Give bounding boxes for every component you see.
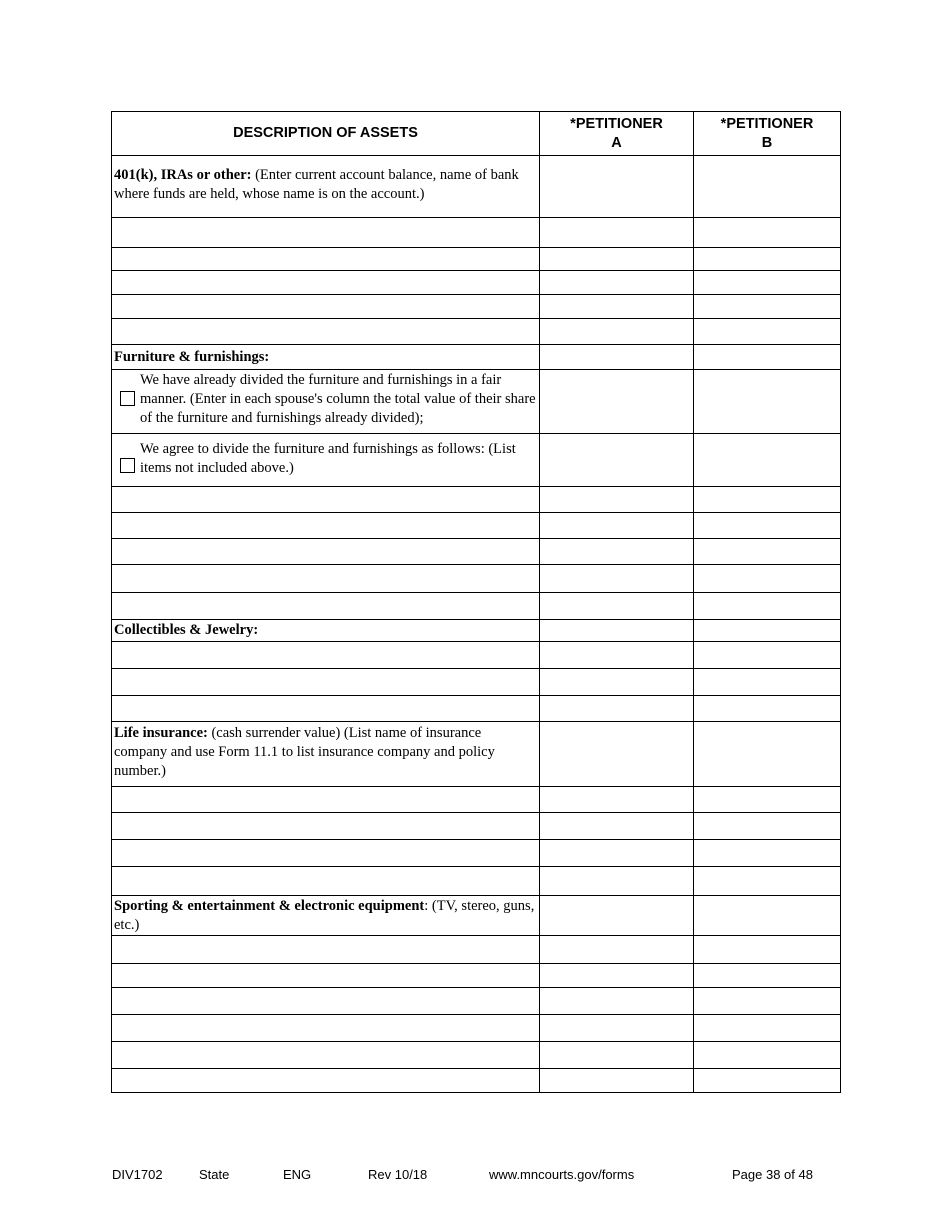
header-petitioner-a (540, 112, 694, 156)
sporting-description (112, 896, 540, 936)
table-row (112, 319, 841, 345)
description-cell[interactable] (112, 1042, 540, 1069)
description-cell[interactable] (112, 642, 540, 669)
table-header-row (112, 112, 841, 156)
petitioner-a-cell[interactable] (540, 964, 694, 988)
petitioner-a-cell[interactable] (540, 487, 694, 513)
petitioner-b-cell[interactable] (694, 787, 841, 813)
description-cell[interactable] (112, 565, 540, 593)
table-row (112, 840, 841, 867)
table-row (112, 696, 841, 722)
petitioner-a-cell[interactable] (540, 787, 694, 813)
petitioner-b-cell[interactable] (694, 295, 841, 319)
header-petitioner-b-line2: B (761, 134, 773, 151)
petitioner-a-cell[interactable] (540, 218, 694, 248)
description-cell[interactable] (112, 840, 540, 867)
petitioner-a-cell[interactable] (540, 642, 694, 669)
petitioner-b-cell[interactable] (694, 896, 841, 936)
petitioner-a-cell[interactable] (540, 1042, 694, 1069)
table-row (112, 487, 841, 513)
table-row (112, 295, 841, 319)
petitioner-b-cell[interactable] (694, 565, 841, 593)
assets-table (111, 111, 841, 1093)
table-row (112, 539, 841, 565)
petitioner-b-cell[interactable] (694, 271, 841, 295)
petitioner-b-cell[interactable] (694, 370, 841, 434)
petitioner-b-cell[interactable] (694, 593, 841, 620)
furniture-agree-label: We agree to divide the furniture and furnishings as follows: (List items not included above.) (140, 441, 516, 476)
header-petitioner-a-line2: A (611, 134, 622, 151)
description-cell[interactable] (112, 1069, 540, 1093)
petitioner-a-cell[interactable] (540, 345, 694, 370)
petitioner-b-cell[interactable] (694, 669, 841, 696)
sporting-text: : (TV, stereo, guns, etc.) (114, 898, 535, 933)
retirement-title: 401(k), IRAs or other: (114, 167, 252, 183)
life-insurance-title: Life insurance: (114, 725, 208, 741)
header-petitioner-b-line1: *PETITIONER (720, 115, 814, 132)
description-cell[interactable] (112, 964, 540, 988)
petitioner-a-cell[interactable] (540, 936, 694, 964)
petitioner-a-cell[interactable] (540, 248, 694, 271)
furniture-title: Furniture & furnishings: (112, 345, 540, 370)
furniture-option-divided (112, 370, 540, 434)
furniture-divided-label: We have already divided the furniture and furnishings in a fair manner. (Enter in each spouse's column the total value of their share of the furniture and furnishings already divided); (140, 372, 536, 426)
page-footer (0, 1167, 950, 1185)
petitioner-b-cell[interactable] (694, 696, 841, 722)
life-insurance-section-row (112, 722, 841, 787)
description-cell[interactable] (112, 513, 540, 539)
collectibles-section-row (112, 620, 841, 642)
furniture-divided-checkbox[interactable] (120, 391, 135, 406)
description-cell[interactable] (112, 669, 540, 696)
header-description: DESCRIPTION OF ASSETS (112, 112, 540, 156)
footer-form-id: DIV1702 (112, 1167, 163, 1182)
petitioner-b-cell[interactable] (694, 964, 841, 988)
petitioner-b-cell[interactable] (694, 218, 841, 248)
petitioner-b-cell[interactable] (694, 988, 841, 1015)
petitioner-b-cell[interactable] (694, 434, 841, 487)
collectibles-title: Collectibles & Jewelry: (112, 620, 540, 642)
petitioner-a-cell[interactable] (540, 271, 694, 295)
petitioner-b-cell[interactable] (694, 539, 841, 565)
petitioner-a-cell[interactable] (540, 295, 694, 319)
furniture-option-row (112, 370, 841, 434)
description-cell[interactable] (112, 696, 540, 722)
footer-revision: Rev 10/18 (368, 1167, 428, 1182)
retirement-section-row (112, 156, 841, 218)
description-cell[interactable] (112, 539, 540, 565)
table-row (112, 964, 841, 988)
petitioner-a-cell[interactable] (540, 319, 694, 345)
description-cell[interactable] (112, 1015, 540, 1042)
table-row (112, 813, 841, 840)
petitioner-b-cell[interactable] (694, 936, 841, 964)
petitioner-a-cell[interactable] (540, 620, 694, 642)
table-row (112, 271, 841, 295)
petitioner-b-cell[interactable] (694, 156, 841, 218)
petitioner-a-cell[interactable] (540, 1015, 694, 1042)
furniture-option-row (112, 434, 841, 487)
furniture-agree-checkbox[interactable] (120, 458, 135, 473)
table-row (112, 787, 841, 813)
petitioner-b-cell[interactable] (694, 319, 841, 345)
petitioner-a-cell[interactable] (540, 669, 694, 696)
table-row (112, 867, 841, 896)
petitioner-a-cell[interactable] (540, 813, 694, 840)
petitioner-a-cell[interactable] (540, 867, 694, 896)
life-insurance-text: (cash surrender value) (List name of insurance company and use Form 11.1 to list insurance company and policy number.) (114, 725, 495, 779)
furniture-section-row (112, 345, 841, 370)
header-petitioner-b (694, 112, 841, 156)
description-cell[interactable] (112, 295, 540, 319)
life-insurance-description (112, 722, 540, 787)
description-cell[interactable] (112, 867, 540, 896)
petitioner-b-cell[interactable] (694, 513, 841, 539)
table-row (112, 593, 841, 620)
description-cell[interactable] (112, 271, 540, 295)
petitioner-b-cell[interactable] (694, 345, 841, 370)
petitioner-a-cell[interactable] (540, 513, 694, 539)
petitioner-b-cell[interactable] (694, 1042, 841, 1069)
table-row (112, 1015, 841, 1042)
petitioner-a-cell[interactable] (540, 593, 694, 620)
description-cell[interactable] (112, 787, 540, 813)
table-row (112, 565, 841, 593)
header-petitioner-a-line1: *PETITIONER (570, 115, 663, 132)
petitioner-a-cell[interactable] (540, 1069, 694, 1093)
table-row (112, 513, 841, 539)
petitioner-a-cell[interactable] (540, 565, 694, 593)
description-cell[interactable] (112, 593, 540, 620)
table-row (112, 248, 841, 271)
description-cell[interactable] (112, 487, 540, 513)
petitioner-b-cell[interactable] (694, 1069, 841, 1093)
petitioner-b-cell[interactable] (694, 867, 841, 896)
petitioner-b-cell[interactable] (694, 487, 841, 513)
description-cell[interactable] (112, 248, 540, 271)
table-row (112, 642, 841, 669)
description-cell[interactable] (112, 988, 540, 1015)
petitioner-b-cell[interactable] (694, 620, 841, 642)
sporting-section-row (112, 896, 841, 936)
petitioner-a-cell[interactable] (540, 896, 694, 936)
petitioner-a-cell[interactable] (540, 434, 694, 487)
petitioner-a-cell[interactable] (540, 840, 694, 867)
description-cell[interactable] (112, 319, 540, 345)
petitioner-a-cell[interactable] (540, 539, 694, 565)
table-row (112, 936, 841, 964)
table-row (112, 1069, 841, 1093)
retirement-description (112, 156, 540, 218)
petitioner-b-cell[interactable] (694, 1015, 841, 1042)
petitioner-b-cell[interactable] (694, 642, 841, 669)
table-row (112, 1042, 841, 1069)
footer-language: ENG (283, 1167, 312, 1182)
table-row (112, 669, 841, 696)
footer-url[interactable]: www.mncourts.gov/forms (489, 1167, 635, 1182)
furniture-option-agree (112, 434, 540, 487)
petitioner-a-cell[interactable] (540, 156, 694, 218)
petitioner-b-cell[interactable] (694, 840, 841, 867)
petitioner-a-cell[interactable] (540, 722, 694, 787)
table-row (112, 218, 841, 248)
description-cell[interactable] (112, 936, 540, 964)
petitioner-a-cell[interactable] (540, 370, 694, 434)
table-row (112, 988, 841, 1015)
petitioner-b-cell[interactable] (694, 813, 841, 840)
description-cell[interactable] (112, 813, 540, 840)
description-cell[interactable] (112, 218, 540, 248)
petitioner-a-cell[interactable] (540, 696, 694, 722)
footer-page-number: Page 38 of 48 (732, 1167, 813, 1182)
petitioner-a-cell[interactable] (540, 988, 694, 1015)
petitioner-b-cell[interactable] (694, 248, 841, 271)
petitioner-b-cell[interactable] (694, 722, 841, 787)
footer-jurisdiction: State (199, 1167, 230, 1182)
sporting-title: Sporting & entertainment & electronic equipment (114, 898, 425, 914)
retirement-text: (Enter current account balance, name of bank where funds are held, whose name is on the account.) (114, 167, 519, 202)
